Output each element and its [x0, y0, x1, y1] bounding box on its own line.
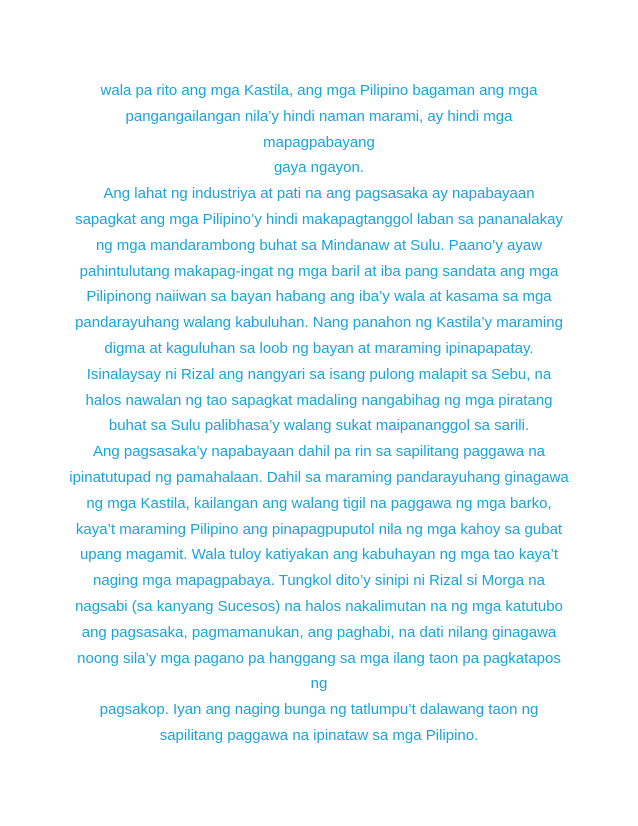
text-line: digma at kaguluhan sa loob ng bayan at maraming ipinapapatay. [104, 339, 534, 357]
text-line: pangangailangan nila’y hindi naman marami, ay hindi mga [125, 107, 513, 125]
text-line: noong sila’y mga pagano pa hanggang sa mga ilang taon pa pagkatapos [77, 649, 561, 667]
text-line: Isinalaysay ni Rizal ang nangyari sa isang pulong malapit sa Sebu, na [86, 365, 552, 383]
text-line: sapilitang paggawa na ipinataw sa mga Pilipino. [159, 726, 479, 744]
text-line: upang magamit. Wala tuloy katiyakan ang kabuhayan ng mga tao kaya’t [79, 546, 559, 564]
text-line: Pilipinong naiiwan sa bayan habang ang iba’y wala at kasama sa mga [86, 288, 552, 306]
text-line: mapagpabayang [263, 133, 375, 151]
text-line: kaya’t maraming Pilipino ang pinapagpuputol nila ng mga kahoy sa gubat [75, 520, 563, 538]
text-line: ng mga mandarambong buhat sa Mindanaw at Sulu. Paano’y ayaw [95, 236, 543, 254]
text-line: naging mga mapagpabaya. Tungkol dito’y sinipi ni Rizal si Morga na [93, 572, 545, 590]
text-line: pandarayuhang walang kabuluhan. Nang panahon ng Kastila’y maraming [75, 314, 563, 332]
text-line: ng mga Kastila, kailangan ang walang tigil na paggawa ng mga barko, [86, 494, 552, 512]
text-line: Ang lahat ng industriya at pati na ang pagsasaka ay napabayaan [103, 185, 535, 203]
text-line: ng [310, 675, 328, 693]
text-line: Ang pagsasaka’y napabayaan dahil pa rin sa sapilitang paggawa na [93, 443, 545, 461]
text-line: buhat sa Sulu palibhasa’y walang sukat maipananggol sa sarili. [108, 417, 530, 435]
text-line: ang pagsasaka, pagmamanukan, ang paghabi, na dati nilang ginagawa [81, 623, 557, 641]
text-line: sapagkat ang mga Pilipino’y hindi makapagtanggol laban sa pananalakay [75, 210, 563, 228]
body-text [60, 78, 578, 749]
text-line: pagsakop. Iyan ang naging bunga ng tatlumpu’t dalawang taon ng [99, 701, 539, 719]
text-line: nagsabi (sa kanyang Sucesos) na halos nakalimutan na ng mga katutubo [75, 597, 563, 615]
text-line: ipinatutupad ng pamahalaan. Dahil sa maraming pandarayuhang ginagawa [69, 468, 569, 486]
text-line: gaya ngayon. [273, 159, 365, 177]
text-line: halos nawalan ng tao sapagkat madaling nangabihag ng mga piratang [85, 391, 553, 409]
text-line: pahintulutang makapag-ingat ng mga baril at iba pang sandata ang mga [79, 262, 559, 280]
text-line: wala pa rito ang mga Kastila, ang mga Pilipino bagaman ang mga [100, 82, 538, 99]
